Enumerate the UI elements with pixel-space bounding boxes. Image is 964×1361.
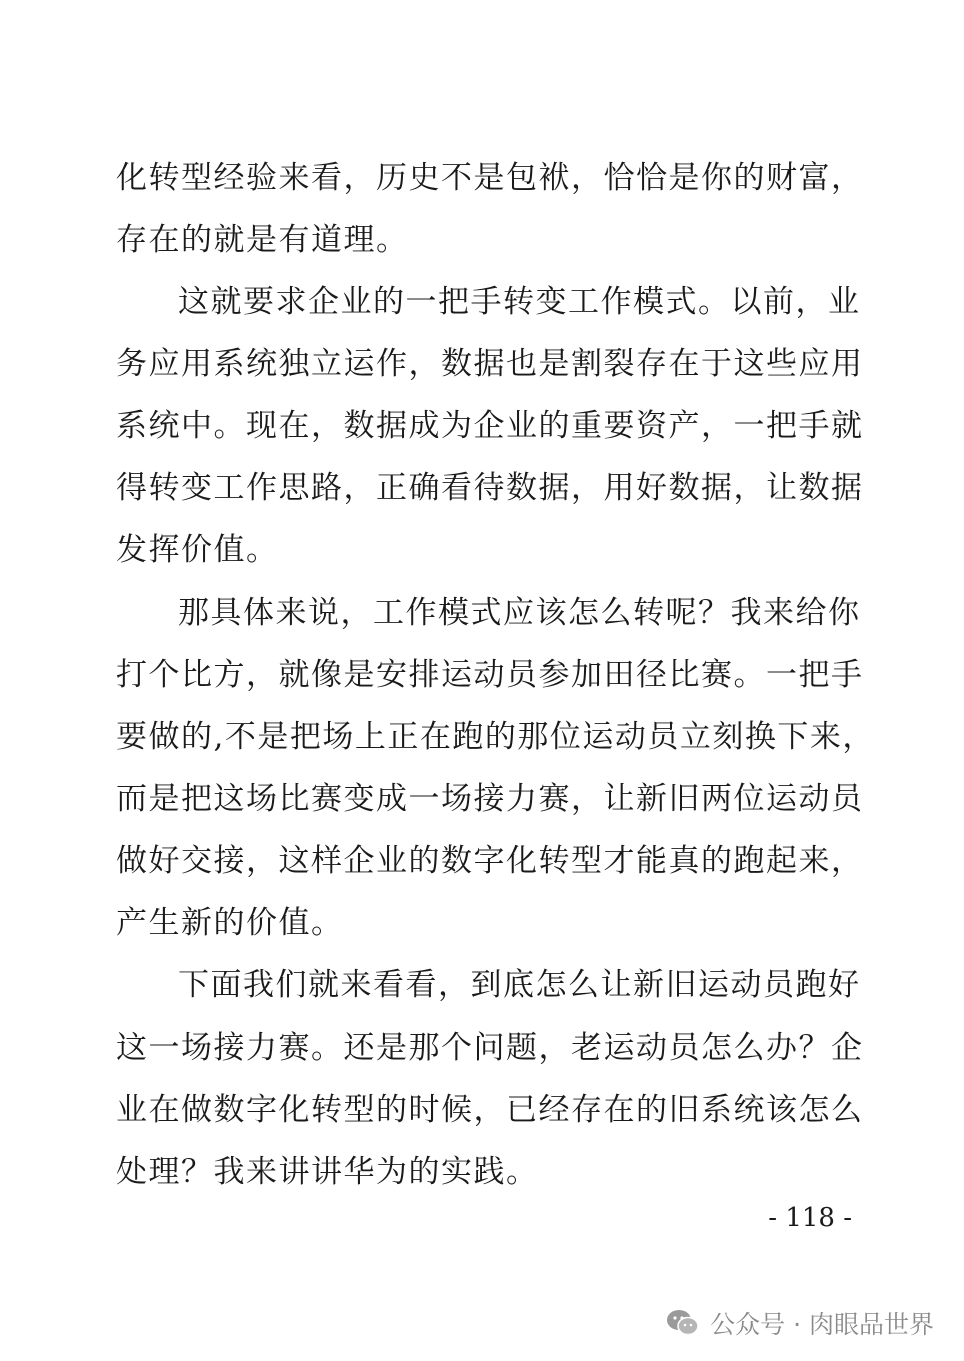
wechat-official-account-icon	[666, 1308, 700, 1338]
watermark-text: 公众号 · 肉眼品世界	[710, 1310, 934, 1339]
body-line: 处理？我来讲讲华为的实践。	[116, 1154, 539, 1190]
body-line: 化转型经验来看，历史不是包袱，恰恰是你的财富，	[116, 160, 864, 196]
body-line: 系统中。现在，数据成为企业的重要资产，一把手就	[116, 408, 864, 444]
body-line: 而是把这场比赛变成一场接力赛，让新旧两位运动员	[116, 781, 864, 817]
body-line: 存在的就是有道理。	[116, 222, 409, 258]
body-line: 业在做数字化转型的时候，已经存在的旧系统该怎么	[116, 1092, 864, 1128]
body-line: 那具体来说，工作模式应该怎么转呢？我来给你	[178, 595, 861, 631]
body-line: 务应用系统独立运作，数据也是割裂存在于这些应用	[116, 346, 864, 382]
body-line: 得转变工作思路，正确看待数据，用好数据，让数据	[116, 470, 864, 506]
body-line: 要做的,不是把场上正在跑的那位运动员立刻换下来，	[116, 719, 875, 755]
watermark	[666, 1303, 934, 1343]
body-line: 做好交接，这样企业的数字化转型才能真的跑起来，	[116, 843, 864, 879]
body-line: 这一场接力赛。还是那个问题，老运动员怎么办？企	[116, 1030, 864, 1066]
body-line: 下面我们就来看看，到底怎么让新旧运动员跑好	[178, 967, 861, 1003]
body-line: 产生新的价值。	[116, 905, 344, 941]
page-number: - 118 -	[768, 1203, 852, 1233]
body-line: 打个比方，就像是安排运动员参加田径比赛。一把手	[116, 657, 864, 693]
body-line: 发挥价值。	[116, 532, 279, 568]
body-line: 这就要求企业的一把手转变工作模式。以前，业	[178, 284, 861, 320]
